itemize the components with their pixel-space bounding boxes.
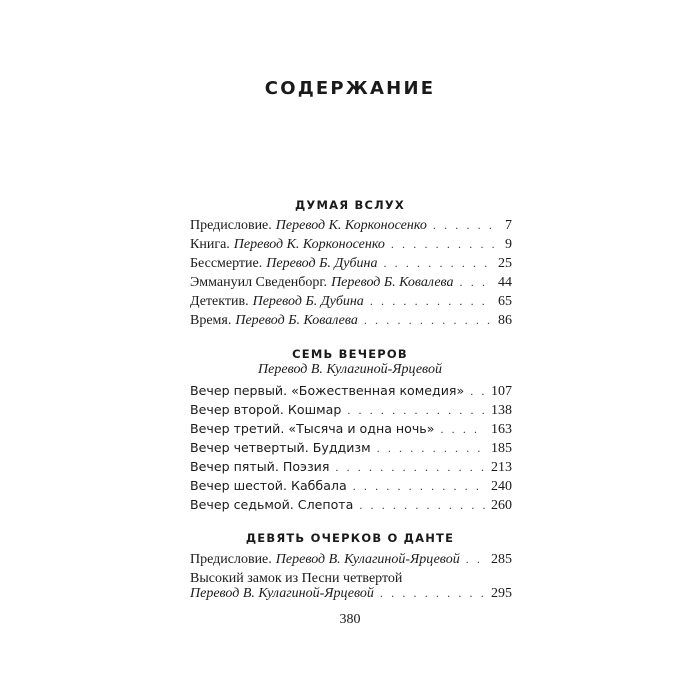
toc-entry-title: Детектив.	[190, 294, 249, 309]
toc-entry-translator: Перевод Б. Дубина	[266, 256, 378, 271]
toc-entry[interactable]	[190, 383, 512, 403]
page-number: 380	[339, 612, 361, 627]
toc-entry[interactable]	[190, 586, 512, 606]
section-heading-dumaya-vslukh: ДУМАЯ ВСЛУХ	[294, 198, 405, 212]
leader-dots	[440, 422, 485, 437]
toc-entry[interactable]	[190, 552, 512, 572]
leader-dots	[370, 294, 492, 309]
toc-entry-title: Высокий замок из Песни четвертой	[190, 571, 403, 586]
toc-entry-page: 163	[491, 422, 512, 437]
toc-entry-title: Предисловие.	[190, 218, 272, 233]
toc-entry-page: 213	[491, 460, 512, 475]
toc-entry[interactable]	[190, 218, 512, 238]
leader-dots	[335, 460, 485, 475]
leader-dots	[359, 498, 485, 513]
toc-entry-title-line[interactable]	[190, 571, 512, 587]
leader-dots	[470, 384, 485, 399]
toc-entry-page: 185	[491, 441, 512, 456]
leader-dots	[433, 218, 499, 233]
toc-entry-title: Вечер шестой. Каббала	[190, 478, 347, 493]
toc-entry-title: Эммануил Сведенборг.	[190, 275, 328, 290]
toc-entry[interactable]	[190, 440, 512, 460]
toc-entry-title: Вечер пятый. Поэзия	[190, 459, 330, 474]
toc-entry-translator: Перевод Б. Ковалева	[331, 275, 454, 290]
leader-dots	[353, 479, 485, 494]
leader-dots	[460, 275, 492, 290]
toc-entry[interactable]	[190, 497, 512, 517]
toc-entry-page: 9	[505, 237, 512, 252]
toc-entry-translator: Перевод В. Кулагиной-Ярцевой	[190, 586, 374, 601]
toc-entry-translator: Перевод К. Корконосенко	[275, 218, 427, 233]
section-subheading-translator: Перевод В. Кулагиной-Ярцевой	[258, 362, 442, 377]
toc-entry-title: Книга.	[190, 237, 230, 252]
leader-dots	[364, 313, 492, 328]
toc-entry-page: 86	[498, 313, 512, 328]
toc-entry-page: 7	[505, 218, 512, 233]
leader-dots	[383, 256, 492, 271]
toc-entry-title: Предисловие.	[190, 552, 272, 567]
toc-entry-title: Вечер второй. Кошмар	[190, 402, 342, 417]
toc-entry[interactable]	[190, 237, 512, 257]
toc-entry[interactable]	[190, 459, 512, 479]
toc-entry[interactable]	[190, 275, 512, 295]
toc-entry[interactable]	[190, 256, 512, 276]
leader-dots	[347, 403, 485, 418]
leader-dots	[391, 237, 499, 252]
page-title: СОДЕРЖАНИЕ	[264, 78, 436, 99]
toc-entry-translator: Перевод Б. Ковалева	[235, 313, 358, 328]
toc-entry-title: Вечер седьмой. Слепота	[190, 497, 354, 512]
toc-entry[interactable]	[190, 421, 512, 441]
toc-entry-page: 260	[491, 498, 512, 513]
toc-entry-page: 285	[491, 552, 512, 567]
leader-dots	[380, 586, 485, 601]
toc-entry-translator: Перевод В. Кулагиной-Ярцевой	[275, 552, 460, 567]
section-heading-devyat-ocherkov: ДЕВЯТЬ ОЧЕРКОВ О ДАНТЕ	[245, 531, 455, 545]
toc-entry-page: 138	[491, 403, 512, 418]
toc-entry-title: Вечер третий. «Тысяча и одна ночь»	[190, 421, 435, 436]
toc-entry[interactable]	[190, 313, 512, 333]
toc-entry[interactable]	[190, 294, 512, 314]
toc-entry-translator: Перевод Б. Дубина	[252, 294, 364, 309]
toc-entry-title: Время.	[190, 313, 232, 328]
toc-entry-page: 107	[491, 384, 512, 399]
toc-entry-page: 295	[491, 586, 512, 601]
leader-dots	[377, 441, 485, 456]
toc-entry[interactable]	[190, 402, 512, 422]
toc-entry-page: 25	[498, 256, 512, 271]
toc-entry-title: Вечер первый. «Божественная комедия»	[190, 383, 465, 398]
toc-entry-page: 240	[491, 479, 512, 494]
toc-entry-page: 44	[498, 275, 512, 290]
section-heading-sem-vecherov: СЕМЬ ВЕЧЕРОВ	[292, 347, 408, 361]
toc-entry-page: 65	[498, 294, 512, 309]
toc-entry-title: Вечер четвертый. Буддизм	[190, 440, 371, 455]
toc-entry-translator: Перевод К. Корконосенко	[233, 237, 385, 252]
toc-entry[interactable]	[190, 478, 512, 498]
toc-entry-title: Бессмертие.	[190, 256, 263, 271]
leader-dots	[466, 552, 485, 567]
